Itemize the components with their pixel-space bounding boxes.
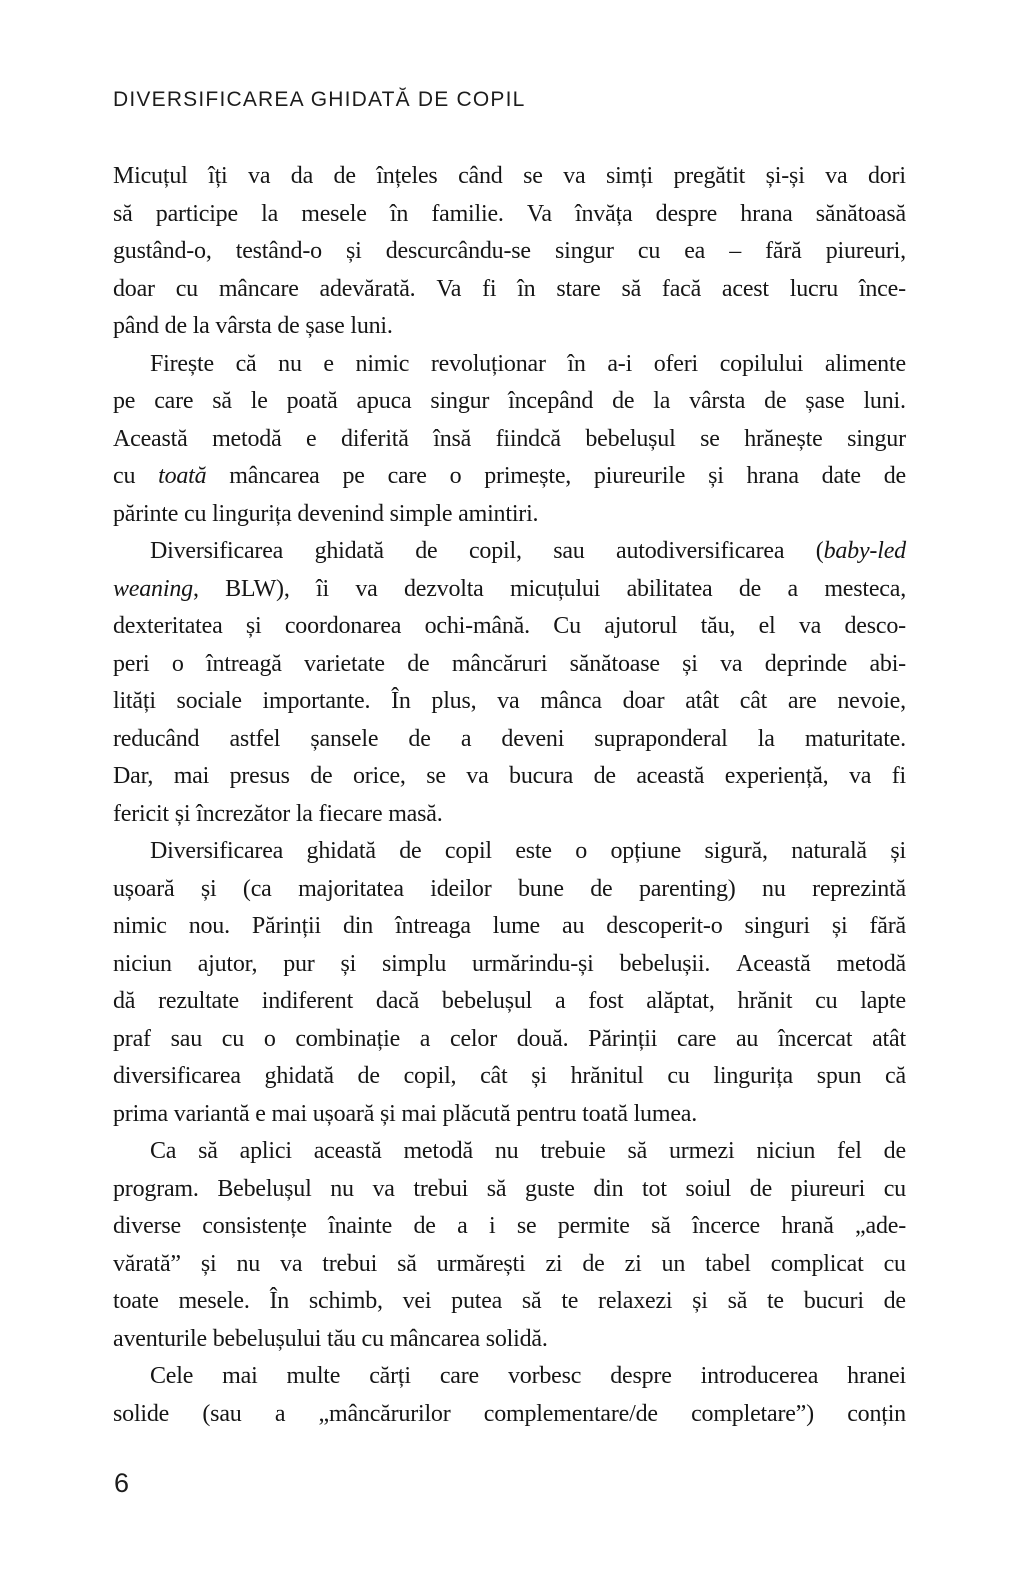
text-line: program. Bebelușul nu va trebui să guste din tot soiul de piureuri cu (113, 1175, 906, 1202)
page-number: 6 (114, 1468, 130, 1498)
paragraph (113, 1133, 906, 1358)
text-line: vărată” și nu va trebui să urmărești zi de zi un tabel complicat cu (113, 1250, 906, 1277)
text-line: weaning, BLW), îi va dezvolta micuțului abilitatea de a mesteca, (113, 575, 906, 602)
paragraph (113, 346, 906, 534)
text-line: peri o întreagă varietate de mâncăruri sănătoase și va deprinde abi- (113, 650, 906, 677)
text-line: diverse consistențe înainte de a i se permite să încerce hrană „ade- (113, 1213, 906, 1239)
text-line: cu toată mâncarea pe care o primește, piureurile și hrana date de (113, 463, 906, 489)
text-line: solide (sau a „mâncărurilor complementare/de completare”) conțin (113, 1400, 906, 1427)
text-line: dexteritatea și coordonarea ochi-mână. Cu ajutorul tău, el va desco- (113, 613, 906, 639)
text-line: pând de la vârsta de șase luni. (113, 313, 393, 339)
text-line: pe care să le poată apuca singur începând de la vârsta de șase luni. (113, 388, 906, 414)
text-line: Dar, mai presus de orice, se va bucura de această experiență, va fi (113, 763, 906, 789)
text-line: Diversificarea ghidată de copil este o opțiune sigură, naturală și (150, 838, 906, 864)
text-line: nimic nou. Părinții din întreaga lume au descoperit-o singuri și fără (113, 913, 906, 939)
text-line: Această metodă e diferită însă fiindcă bebelușul se hrănește singur (113, 425, 906, 452)
text-line: aventurile bebelușului tău cu mâncarea solidă. (113, 1325, 548, 1352)
paragraph (113, 833, 906, 1133)
text-line: Firește că nu e nimic revoluționar în a-i oferi copilului alimente (150, 350, 906, 377)
text-line: diversificarea ghidată de copil, cât și hrănitul cu lingurița spun că (113, 1063, 906, 1089)
text-line: toate mesele. În schimb, vei putea să te relaxezi și să te bucuri de (113, 1288, 906, 1314)
text-line: Diversificarea ghidată de copil, sau autodiversificarea (baby-led (150, 538, 906, 564)
text-line: reducând astfel șansele de a deveni supraponderal la maturitate. (113, 725, 906, 752)
text-line: părinte cu lingurița devenind simple amintiri. (113, 500, 539, 527)
text-line: lități sociale importante. În plus, va mânca doar atât cât are nevoie, (113, 688, 906, 714)
text-line: niciun ajutor, pur și simplu urmărindu-și bebelușii. Această metodă (113, 950, 906, 977)
text-line: doar cu mâncare adevărată. Va fi în stare să facă acest lucru înce- (113, 275, 906, 302)
text-line: prima variantă e mai ușoară și mai plăcută pentru toată lumea. (113, 1100, 698, 1127)
text-line: dă rezultate indiferent dacă bebelușul a fost alăptat, hrănit cu lapte (113, 988, 906, 1014)
text-line: Cele mai multe cărți care vorbesc despre introducerea hranei (150, 1363, 906, 1389)
paragraph (113, 533, 906, 833)
running-head: DIVERSIFICAREA GHIDATĂ DE COPIL (113, 88, 526, 111)
paragraph (113, 1358, 906, 1433)
text-line: Ca să aplici această metodă nu trebuie să urmezi niciun fel de (150, 1138, 906, 1164)
text-line: ușoară și (ca majoritatea ideilor bune de parenting) nu reprezintă (113, 875, 906, 902)
text-line: să participe la mesele în familie. Va învăța despre hrana sănătoasă (113, 200, 906, 227)
body-text (113, 158, 906, 1433)
text-line: Micuțul îți va da de înțeles când se va simți pregătit și-și va dori (113, 163, 906, 189)
text-line: gustând-o, testând-o și descurcându-se singur cu ea – fără piureuri, (113, 238, 906, 264)
text-line: fericit și încrezător la fiecare masă. (113, 800, 443, 827)
text-line: praf sau cu o combinație a celor două. Părinții care au încercat atât (113, 1025, 906, 1052)
paragraph (113, 158, 906, 346)
